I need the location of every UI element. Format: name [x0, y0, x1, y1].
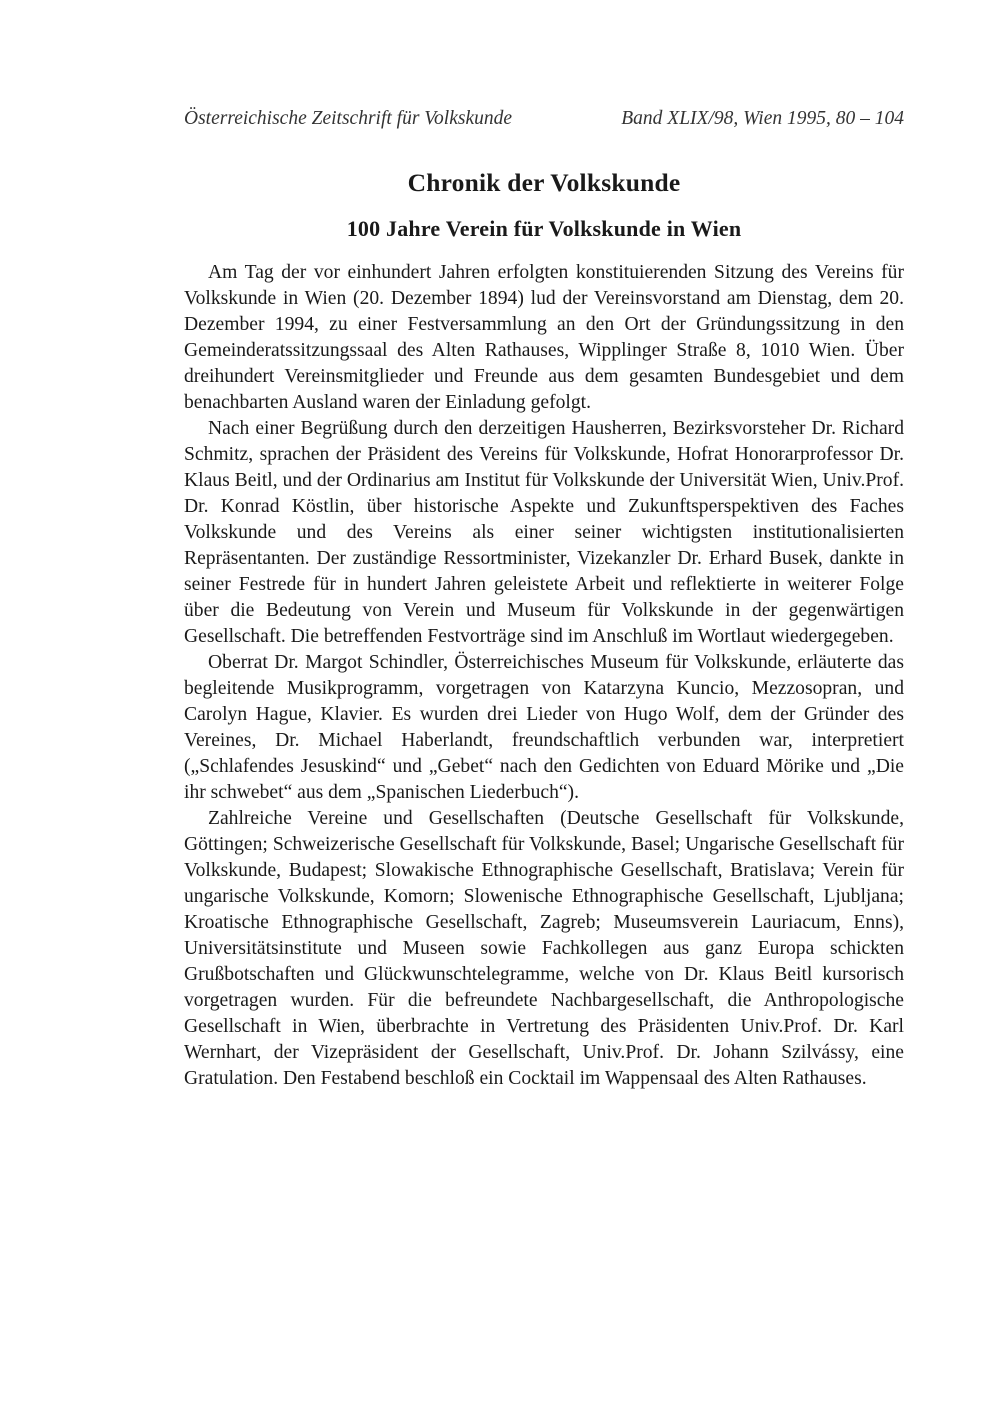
volume-info: Band XLIX/98, Wien 1995, 80 – 104 [621, 108, 904, 129]
paragraph-2: Nach einer Begrüßung durch den derzeitigen Hausherren, Bezirksvorsteher Dr. Richard Schmitz, sprachen der Präsident des Vereins für Volkskunde, Hofrat Honorarprofessor Dr. Klaus Beitl, und der Ordinarius am Institut für Volkskunde der Universität Wien, Univ.Prof. Dr. Konrad Köstlin, über historische Aspekte und Zukunftsperspektiven des Faches Volkskunde und des Vereins als einer seiner wichtigsten institutionalisierten Repräsentanten. Der zuständige Ressortminister, Vizekanzler Dr. Erhard Busek, dankte in seiner Festrede für in hundert Jahren geleistete Arbeit und reflektierte in weiterer Folge über die Bedeutung von Verein und Museum für Volkskunde in der gegenwärtigen Gesellschaft. Die betreffenden Festvorträge sind im Anschluß im Wortlaut wiedergegeben. [184, 418, 904, 647]
article-body [184, 260, 904, 1092]
section-title: Chronik der Volkskunde [407, 168, 681, 197]
paragraph-4: Zahlreiche Vereine und Gesellschaften (Deutsche Gesellschaft für Volkskunde, Göttingen; Schweizerische Gesellschaft für Volkskunde, Basel; Ungarische Gesellschaft für Volkskunde, Budapest; Slowakische Ethnographische Gesellschaft, Bratislava; Verein für ungarische Volkskunde, Komorn; Slowenische Ethnographische Gesellschaft, Ljubljana; Kroatische Ethnographische Gesellschaft, Zagreb; Museumsverein Lauriacum, Enns), Universitätsinstitute und Museen sowie Fachkollegen aus ganz Europa schickten Grußbotschaften und Glückwunschtelegramme, welche von Dr. Klaus Beitl kursorisch vorgetragen wurden. Für die befreundete Nachbargesellschaft, die Anthropologische Gesellschaft in Wien, überbrachte in Vertretung des Präsidenten Univ.Prof. Dr. Karl Wernhart, der Vizepräsident der Gesellschaft, Univ.Prof. Dr. Johann Szilvássy, eine Gratulation. Den Festabend beschloß ein Cocktail im Wappensaal des Alten Rathauses. [184, 808, 904, 1089]
journal-name: Österreichische Zeitschrift für Volkskunde [184, 108, 513, 129]
running-header [184, 108, 904, 138]
article-title: 100 Jahre Verein für Volkskunde in Wien [346, 216, 742, 241]
paragraph-3: Oberrat Dr. Margot Schindler, Österreichisches Museum für Volkskunde, erläuterte das begleitende Musikprogramm, vorgetragen von Katarzyna Kuncio, Mezzosopran, und Carolyn Hague, Klavier. Es wurden drei Lieder von Hugo Wolf, dem der Gründer des Vereines, Dr. Michael Haberlandt, freundschaftlich verbunden war, interpretiert („Schlafendes Jesuskind“ und „Gebet“ nach den Gedichten von Eduard Mörike und „Die ihr schwebet“ aus dem „Spanischen Liederbuch“). [184, 652, 904, 803]
paragraph-1: Am Tag der vor einhundert Jahren erfolgten konstituierenden Sitzung des Vereins für Volkskunde in Wien (20. Dezember 1894) lud der Vereinsvorstand am Dienstag, dem 20. Dezember 1994, zu einer Festversammlung an den Ort der Gründungssitzung in den Gemeinderatssitzungssaal des Alten Rathauses, Wipplinger Straße 8, 1010 Wien. Über dreihundert Vereinsmitglieder und Freunde aus dem gesamten Bundesgebiet und dem benachbarten Ausland waren der Einladung gefolgt. [184, 262, 904, 413]
